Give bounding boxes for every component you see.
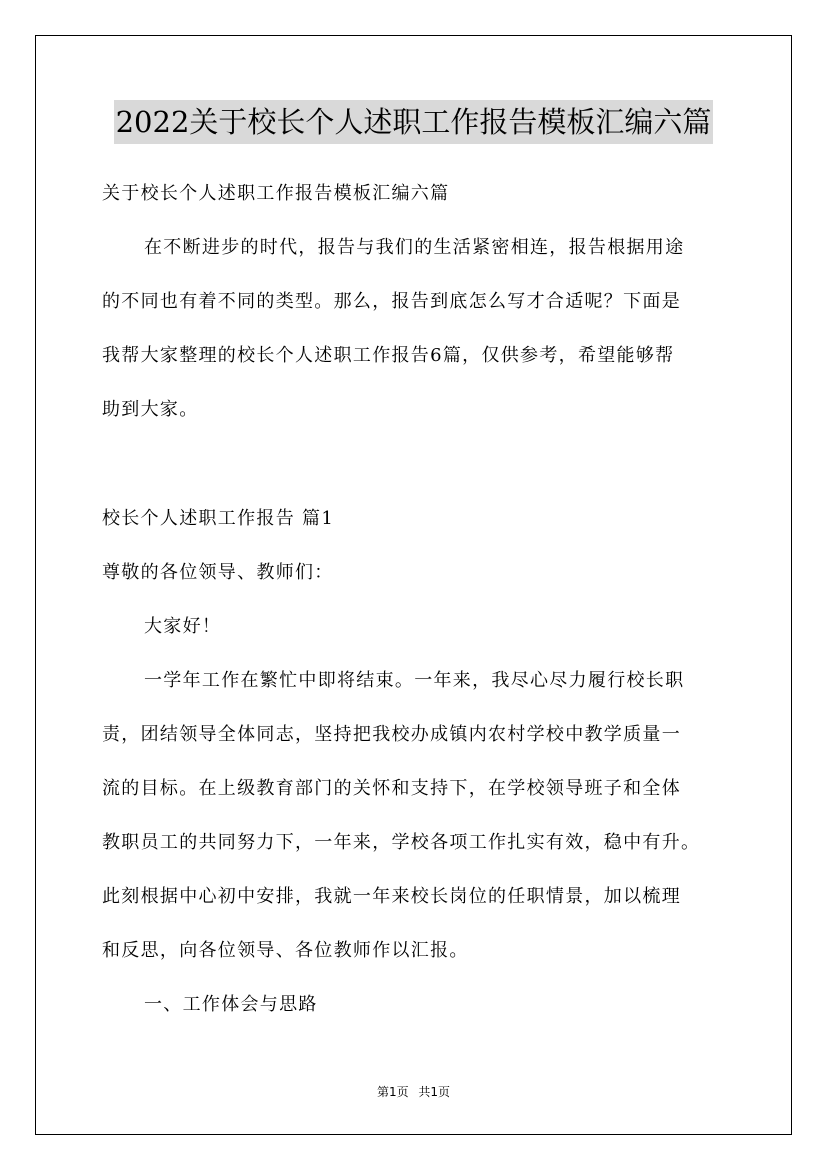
intro-line-2: 的不同也有着不同的类型。那么，报告到底怎么写才合适呢？下面是	[102, 291, 681, 312]
page-total: 共1页	[418, 1085, 451, 1099]
intro-line-4: 助到大家。	[102, 399, 199, 420]
body-line-2: 责，团结领导全体同志，坚持把我校办成镇内农村学校中教学质量一	[102, 724, 681, 745]
page-footer	[0, 1083, 827, 1100]
salutation: 尊敬的各位领导、教师们：	[102, 562, 334, 583]
body-line-6: 和反思，向各位领导、各位教师作以汇报。	[102, 940, 469, 961]
subheading: 一、工作体会与思路	[144, 994, 318, 1015]
body-line-3: 流的目标。在上级教育部门的关怀和支持下，在学校领导班子和全体	[102, 778, 681, 799]
document-title: 2022关于校长个人述职工作报告模板汇编六篇	[114, 100, 714, 144]
section-heading: 校长个人述职工作报告 篇1	[102, 508, 335, 529]
body-line-4: 教职员工的共同努力下，一年来，学校各项工作扎实有效，稳中有升。	[102, 832, 701, 853]
intro-line-1: 在不断进步的时代，报告与我们的生活紧密相连，报告根据用途	[144, 237, 685, 258]
body-line-1: 一学年工作在繁忙中即将结束。一年来，我尽心尽力履行校长职	[144, 670, 685, 691]
greeting: 大家好！	[144, 616, 222, 637]
body-line-5: 此刻根据中心初中安排，我就一年来校长岗位的任职情景，加以梳理	[102, 886, 681, 907]
title-container	[0, 100, 827, 144]
document-subtitle: 关于校长个人述职工作报告模板汇编六篇	[102, 183, 450, 204]
page-number: 第1页	[376, 1085, 409, 1099]
intro-line-3: 我帮大家整理的校长个人述职工作报告6篇，仅供参考，希望能够帮	[102, 345, 675, 366]
